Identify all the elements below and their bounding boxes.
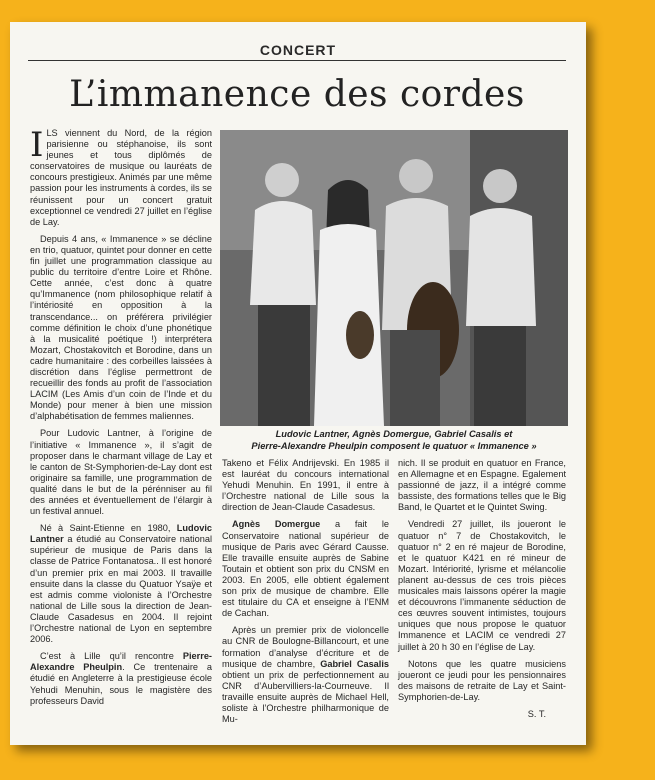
paragraph: Takeno et Félix Andrijevski. En 1985 il est lauréat du concours international Yehudi Menuhin. En 1991, il entre à l’Orchestre national de Lille sous la direction de Jean-Claude Casadesus.	[222, 458, 389, 513]
paragraph: nich. Il se produit en quatuor en France, en Allemagne et en Espagne. Egalement passionné de jazz, il a intégré comme bassiste, des formations telles que le Big Band, le Quartet et le Quintet Swing.	[398, 458, 566, 513]
paragraph	[30, 651, 212, 706]
paragraph-text: a étudié au Conservatoire national supérieur de musique de Paris dans la classe de Patrice Fontanatosa.. Il est honoré d’un premier prix en mai 2003. Il travaille ensuite dans la classe du Quatuor Ysaÿe et est admis comme violoniste à l’Orchestre national de Lille sous la direction de Jean-Claude Casadesus en 2004. Il rejoint l’Orchestre national de Lyon en septembre 2006.	[30, 534, 212, 645]
paragraph-text: C’est à Lille qu’il rencontre	[40, 651, 183, 662]
paragraph-text: Né à Saint-Etienne en 1980,	[40, 523, 177, 534]
paragraph	[30, 523, 212, 645]
paragraph	[222, 625, 389, 725]
paragraph-text: Après un premier prix de violoncelle au CNR de Boulogne-Billancourt, et une formation d’analyse d’écriture et de musique de chambre,	[222, 625, 389, 669]
paragraph: Depuis 4 ans, « Immanence » se décline en trio, quatuor, quintet pour donner en cette fin juillet une programmation classique au public du territoire d’entre Loire et Rhône. Cette année, c’est donc à quatre qu’Immanence (nom philosophique relatif à l’intériosité en opposition à la transcendance... on préférera privilégier comme définition le choix d’une phonétique à la musicalité poétique !) interprétera Mozart, Chostakovitch et Borodine, dans un cadre humanitaire : des corbeilles laissées à discrétion dans l’église permettront de recueillir des fonds au profit de l’association LACIM (Les Amis d’un coin de l’Inde et du Monde) pour mener à bien une mission d’alphabétisation de femmes maliennes.	[30, 233, 212, 422]
photo-illustration	[220, 130, 568, 426]
paragraph-text: obtient un prix de perfectionnement au CNR d’Aubervilliers-la-Courneuve. Il travaille ensuite auprès de Michael Hell, soliste à l’Orchestre philharmonique de Mu-	[222, 669, 389, 725]
musician-name: Ludovic Lantner	[30, 523, 212, 545]
caption-line: Pierre-Alexandre Pheulpin composent le quatuor « Immanence »	[251, 440, 537, 451]
photo-caption	[220, 429, 568, 452]
signature: S. T.	[527, 708, 546, 719]
paragraph: Pour Ludovic Lantner, à l’origine de l’initiative « Immanence », il s’agit de proposer dans le charmant village de Lay et le canton de St-Symphorien-de-Lay dont est originaire sa famille, une programmation de qualité dans le but de la pérénniser au fil des années et éventuellement de l’élargir à un festival annuel.	[30, 428, 212, 517]
article-column-3	[398, 458, 566, 740]
section-rule	[28, 60, 566, 61]
paragraph: Vendredi 27 juillet, ils joueront le quatuor n° 7 de Chostakovitch, le quatuor n° 2 en ré majeur de Borodine, et le quatuor K421 en ré mineur de Mozart. Intériorité, lyrisme et mélancolie planent au-dessus de ces trois pièces musicales mais laissons opérer la magie et découvrons l’immanente séduction de ces œuvres souvent intimistes, toujours uniques que nous propose le quatuor Immanence et LACIM ce vendredi 27 juillet à 20 h 30 en l’église de Lay.	[398, 519, 566, 652]
article-column-1	[30, 125, 212, 738]
caption-line: Ludovic Lantner, Agnès Domergue, Gabriel Casalis et	[275, 429, 513, 439]
paragraph	[30, 125, 212, 228]
musician-name: Pierre-Alexandre Pheulpin	[30, 651, 212, 673]
paragraph-text: LS viennent du Nord, de la région parisienne ou stéphanoise, ils sont jeunes et tous diplômés de conservatoires de musique ou lauréats de concours prestigieux. Animés par une même passion pour les instruments à cordes, ils se réunissent pour un concert gratuit exceptionnel ce vendredi 27 juillet en l’église de Lay.	[30, 128, 212, 227]
section-label: CONCERT	[259, 42, 337, 58]
article-column-2	[222, 458, 389, 740]
paragraph-text: a fait le Conservatoire national supérieur de musique de Paris avec Gérard Causse. Elle travaille ensuite auprès de Sabine Toutain et obtient son prix du CNSM en 2003. En 2005, elle obtient également son prix de musique de chambre. Elle est titulaire du CA et enseigne à l’ENM de Cachan.	[222, 519, 389, 619]
musician-name: Gabriel Casalis	[320, 658, 390, 669]
musician-name: Agnès Domergue	[232, 519, 321, 530]
quartet-photo	[220, 130, 568, 426]
newspaper-clipping	[10, 22, 586, 745]
headline: L’immanence des cordes	[69, 74, 525, 115]
drop-cap: I	[30, 125, 44, 165]
paragraph: Notons que les quatre musiciens joueront ce jeudi pour les pensionnaires des maisons de retraite de Lay et Saint-Symphorien-de-Lay.	[398, 658, 566, 702]
paragraph-text: . Ce trentenaire a étudié en Angleterre à la prestigieuse école Yehudi Menuhin, sous le magistère des professeurs David	[30, 662, 212, 706]
paragraph	[222, 519, 389, 619]
